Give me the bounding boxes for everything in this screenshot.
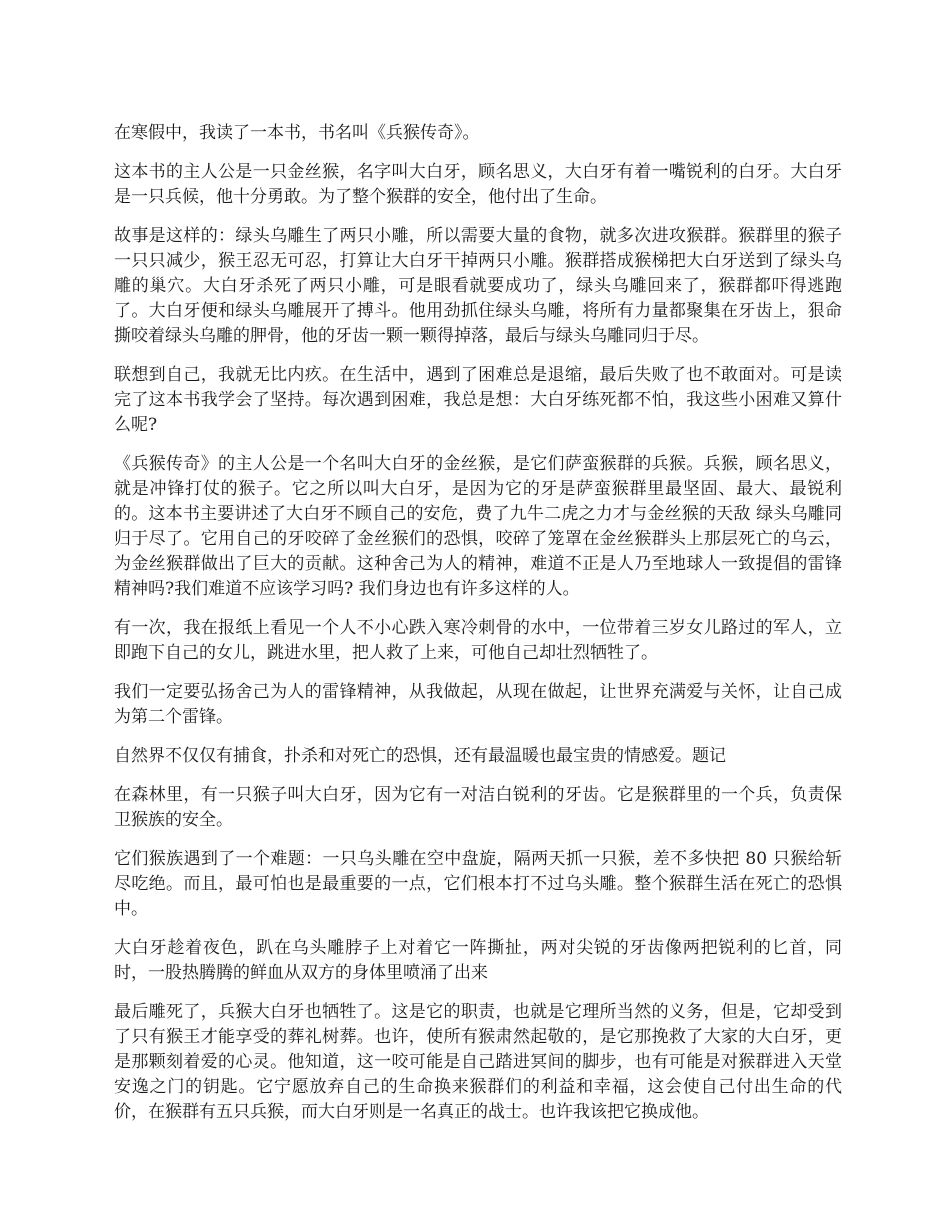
paragraph: 在森林里，有一只猴子叫大白牙，因为它有一对洁白锐利的牙齿。它是猴群里的一个兵，负责保卫猴族的安全。: [114, 785, 842, 830]
paragraph: 有一次，我在报纸上看见一个人不小心跌入寒冷刺骨的水中，一位带着三岁女儿路过的军人，立即跑下自己的女儿，跳进水里，把人救了上来，可他自己却壮烈牺牲了。: [114, 618, 842, 663]
paragraph: 联想到自己，我就无比内疚。在生活中，遇到了困难总是退缩，最后失败了也不敢面对。可是读完了这本书我学会了坚持。每次遇到困难，我总是想：大白牙练死都不怕，我这些小困难又算什么呢?: [114, 365, 842, 435]
paragraph: 最后雕死了，兵猴大白牙也牺牲了。这是它的职责，也就是它理所当然的义务，但是，它却受到了只有猴王才能享受的葬礼树葬。也许，使所有猴肃然起敬的，是它那挽救了大家的大白牙，更是那颗刻着爱的心灵。他知道，这一咬可能是自己踏进冥间的脚步，也有可能是对猴群进入天堂安逸之门的钥匙。它宁愿放弃自己的生命换来猴群们的利益和幸福，这会使自己付出生命的代价，在猴群有五只兵猴，而大白牙则是一名真正的战士。也许我该把它换成他。: [114, 1002, 842, 1122]
paragraph: 在寒假中，我读了一本书，书名叫《兵猴传奇》。: [114, 123, 480, 143]
paragraph: 我们一定要弘扬舍己为人的雷锋精神，从我做起，从现在做起，让世界充满爱与关怀，让自己成为第二个雷锋。: [114, 682, 842, 727]
document-page: [114, 121, 842, 1139]
paragraph: 这本书的主人公是一只金丝猴，名字叫大白牙，顾名思义，大白牙有着一嘴锐利的白牙。大白牙是一只兵候，他十分勇敢。为了整个猴群的安全，他付出了生命。: [114, 162, 842, 207]
paragraph: 故事是这样的：绿头乌雕生了两只小雕，所以需要大量的食物，就多次进攻猴群。猴群里的猴子一只只减少，猴王忍无可忍，打算让大白牙干掉两只小雕。猴群搭成猴梯把大白牙送到了绿头乌雕的巢穴。大白牙杀死了两只小雕，可是眼看就要成功了，绿头乌雕回来了，猴群都吓得逃跑了。大白牙便和绿头乌雕展开了搏斗。他用劲抓住绿头乌雕，将所有力量都聚集在牙齿上，狠命撕咬着绿头乌雕的胛骨，他的牙齿一颗一颗得掉落，最后与绿头乌雕同归于尽。: [114, 226, 842, 346]
paragraph: 大白牙趁着夜色，趴在乌头雕脖子上对着它一阵撕扯，两对尖锐的牙齿像两把锐利的匕首，同时，一股热腾腾的鲜血从双方的身体里喷涌了出来: [114, 938, 842, 983]
paragraph: 自然界不仅仅有捕食，扑杀和对死亡的恐惧，还有最温暖也最宝贵的情感爱。题记: [114, 746, 726, 766]
paragraph: 它们猴族遇到了一个难题：一只乌头雕在空中盘旋，隔两天抓一只猴，差不多快把 80 只猴给斩尽吃绝。而且，最可怕也是最重要的一点，它们根本打不过乌头雕。整个猴群生活在死亡的恐惧中。: [114, 849, 842, 919]
paragraph: 《兵猴传奇》的主人公是一个名叫大白牙的金丝猴，是它们萨蛮猴群的兵猴。兵猴，顾名思义，就是冲锋打仗的猴子。它之所以叫大白牙，是因为它的牙是萨蛮猴群里最坚固、最大、最锐利的。这本书主要讲述了大白牙不顾自己的安危，费了九牛二虎之力才与金丝猴的天敌 绿头乌雕同归于尽了。它用自己的牙咬碎了金丝猴们的恐惧，咬碎了笼罩在金丝猴群头上那层死亡的乌云，为金丝猴群做出了巨大的贡献。这种舍己为人的精神，难道不正是人乃至地球人一致提倡的雷锋精神吗?我们难道不应该学习吗? 我们身边也有许多这样的人。: [114, 454, 842, 599]
